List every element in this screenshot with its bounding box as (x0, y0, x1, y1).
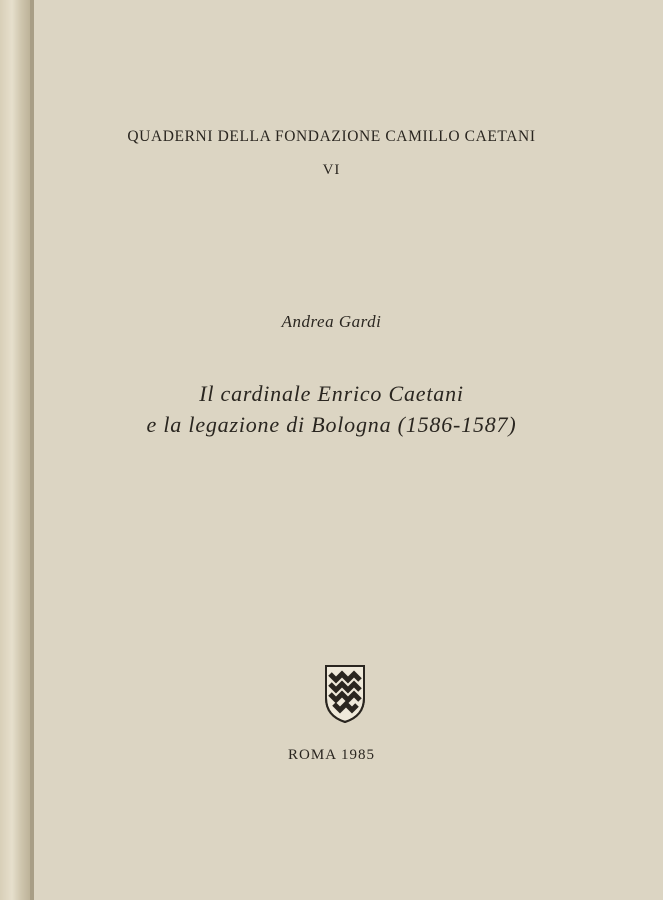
book-title (0, 378, 663, 440)
title-line-1: Il cardinale Enrico Caetani (199, 381, 464, 406)
series-title: QUADERNI DELLA FONDAZIONE CAMILLO CAETANI (127, 128, 536, 145)
author-name: Andrea Gardi (281, 312, 382, 331)
title-line-2: e la legazione di Bologna (1586-1587) (146, 412, 517, 437)
volume-number: VI (322, 162, 341, 178)
caetani-coat-of-arms-icon (324, 664, 366, 724)
imprint-place-year: ROMA 1985 (288, 747, 375, 763)
